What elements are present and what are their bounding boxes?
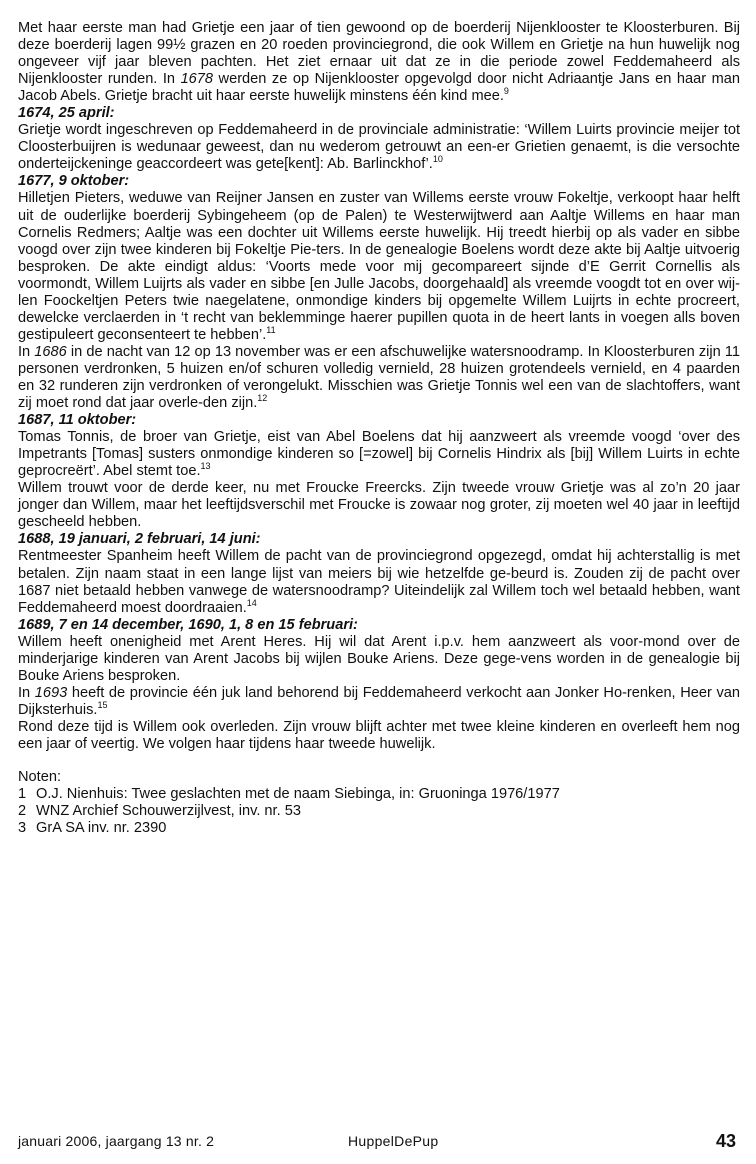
paragraph: Willem heeft onenigheid met Arent Heres. Hij wil dat Arent i.p.v. hem aanzweert als voor-mond over de minderjarige kinderen van Arent Jacobs bij wijlen Bouke Ariens. Deze gege-vens worden in de genealogie bij Bouke Ariens besproken. bbox=[18, 633, 740, 684]
paragraph: In 1686 in de nacht van 12 op 13 november was er een afschuwelijke watersnoodramp. In Kloosterburen zijn 11 personen verdronken, 5 huizen en/of schuren volledig vernield, 28 huizen grotendeels vernield, en 4 paarden en 32 runderen zijn verdronken of verongelukt. Misschien was Grietje Tonnis wel een van de slachtoffers, want zij moet rond dat jaar overle-den zijn.$^{12}$ bbox=[18, 343, 740, 412]
footnote bbox=[18, 786, 740, 803]
footnote bbox=[18, 820, 740, 837]
footnote-ref[interactable]: 12 bbox=[257, 393, 268, 404]
issue-info: januari 2006, jaargang 13 nr. 2 bbox=[18, 1133, 215, 1149]
footnote-text: WNZ Archief Schouwerzijlvest, inv. nr. 53 bbox=[36, 803, 301, 820]
paragraph: Grietje wordt ingeschreven op Feddemaheerd in de provinciale administratie: ‘Willem Luirts provincie meijer tot Cloosterbuijren is wedunaar geweest, dan nu wederom getrouwt an een-er Grietien genaemt, is die versochte onderteijckeninge geaccordeert was gete[kent]: Ab. Barlinckhof’.$^{10}$ bbox=[18, 122, 740, 173]
footnotes bbox=[18, 769, 740, 837]
date-heading: 1688, 19 januari, 2 februari, 14 juni: bbox=[18, 531, 261, 548]
footnote-ref[interactable]: 10 bbox=[432, 154, 443, 165]
publication-name: HuppelDePup bbox=[348, 1133, 439, 1149]
paragraph: In 1693 heeft de provincie één juk land behorend bij Feddemaheerd verkocht aan Jonker Ho-renken, Heer van Dijksterhuis.$^{15}$ bbox=[18, 684, 740, 718]
footnote-number: 3 bbox=[18, 820, 27, 837]
footnote bbox=[18, 803, 740, 820]
date-heading: 1677, 9 oktober: bbox=[18, 173, 130, 190]
paragraph: Rond deze tijd is Willem ook overleden. Zijn vrouw blijft achter met twee kleine kinderen en overleeft hem nog een jaar of veertig. We volgen haar tijdens haar tweede huwelijk. bbox=[18, 718, 740, 752]
footnote-ref[interactable]: 15 bbox=[97, 700, 108, 711]
notes-heading: Noten: bbox=[18, 769, 61, 786]
paragraph: Willem trouwt voor de derde keer, nu met Froucke Freercks. Zijn tweede vrouw Grietje was al zo’n 20 jaar jonger dan Willem, maar het leeftijdsverschil met Froucke is zowaar nog groter, zij moeten wel 40 jaar in leeftijd gescheeld hebben. bbox=[18, 480, 740, 531]
paragraph: Met haar eerste man had Grietje een jaar of tien gewoond op de boerderij Nijenklooster te Kloosterburen. Bij deze boerderij lagen 99½ grazen en 20 roeden provinciegrond, die ook Willem en Grietje na hun huwelijk nog ongeveer vijf jaar bleven pachten. Het ziet ernaar uit dat ze in die periode zowel Feddemaheerd als Nijenklooster runden. In 1678 werden ze op Nijenklooster opgevolgd door nicht Adriaantje Jans en haar man Jacob Abels. Grietje bracht uit haar eerste huwelijk minstens één kind mee.$^9$ bbox=[18, 20, 740, 105]
footnote-number: 2 bbox=[18, 803, 27, 820]
date-heading: 1687, 11 oktober: bbox=[18, 412, 137, 429]
footnote-ref[interactable]: 14 bbox=[246, 597, 257, 608]
date-heading: 1674, 25 april: bbox=[18, 105, 115, 122]
footnote-text: O.J. Nienhuis: Twee geslachten met de naam Siebinga, in: Gruoninga 1976/1977 bbox=[36, 786, 560, 803]
footnote-ref[interactable]: 11 bbox=[266, 324, 276, 335]
footnote-number: 1 bbox=[18, 786, 27, 803]
paragraph: Rentmeester Spanheim heeft Willem de pacht van de provinciegrond opgezegd, omdat hij achterstallig is met betalen. Zijn naam staat in een lange lijst van meiers bij wie hetzelfde ge-beurd is. Zouden zij de pacht over 1687 niet betaald hebben vanwege de watersnoodramp? Uiteindelijk zal Willem toch wel betaald hebben, want Feddemaheerd moest doordraaien.$^{14}$ bbox=[18, 548, 740, 616]
paragraph: Tomas Tonnis, de broer van Grietje, eist van Abel Boelens dat hij aanzweert als vreemde voogd ‘over des Impetrants [Tomas] susters onmondige kinderen so [=zowel] bij Cornelis Hindrix als [bij] Willem Luirts in echte geprocreërt’. Abel stemt toe.$^{13}$ bbox=[18, 429, 740, 480]
article-body bbox=[18, 20, 740, 837]
footnote-ref[interactable]: 13 bbox=[200, 461, 211, 472]
footnote-ref[interactable]: 9 bbox=[503, 86, 509, 97]
footnote-text: GrA SA inv. nr. 2390 bbox=[36, 820, 167, 837]
paragraph: Hilletjen Pieters, weduwe van Reijner Jansen en zuster van Willems eerste vrouw Fokeltje, verkoopt haar helft uit de ouderlijke boerderij Sybingeheem (op de Palen) te Westerwijtwerd aan Aaltje Willems en haar man Cornelis Redmers; Aaltje was een dochter uit Willems eerste huwelijk. Hij treedt hierbij op als vader en sibbe voogd over zijn twee kinderen bij Fokeltje Pie-ters. In de genealogie Boelens wordt deze akte bij Aaltje uitvoerig besproken. De akte eindigt aldus: ‘Voorts mede voor mij gecompareert sijnde d’E Gerrit Cornellis als voormondt, Willem Luijrts als vader en sibbe [en Julle Jacobs, doorgehaald] als vreemde voogdt tot en over wij-len Foockeltjen Peters twie naegelatene, onmondige kinders bij opgemelte Willem Luijrts in echte procreert, dewelcke verclaerden in ‘t recht van beklemminge haerer pupillen quota in de heert lants in voegen alls boven gestipuleert geconsenteert te hebben’.$^{11}$ bbox=[18, 190, 740, 343]
page-number: 43 bbox=[715, 1131, 736, 1151]
date-heading: 1689, 7 en 14 december, 1690, 1, 8 en 15 februari: bbox=[18, 616, 358, 633]
page-footer bbox=[18, 1131, 740, 1155]
